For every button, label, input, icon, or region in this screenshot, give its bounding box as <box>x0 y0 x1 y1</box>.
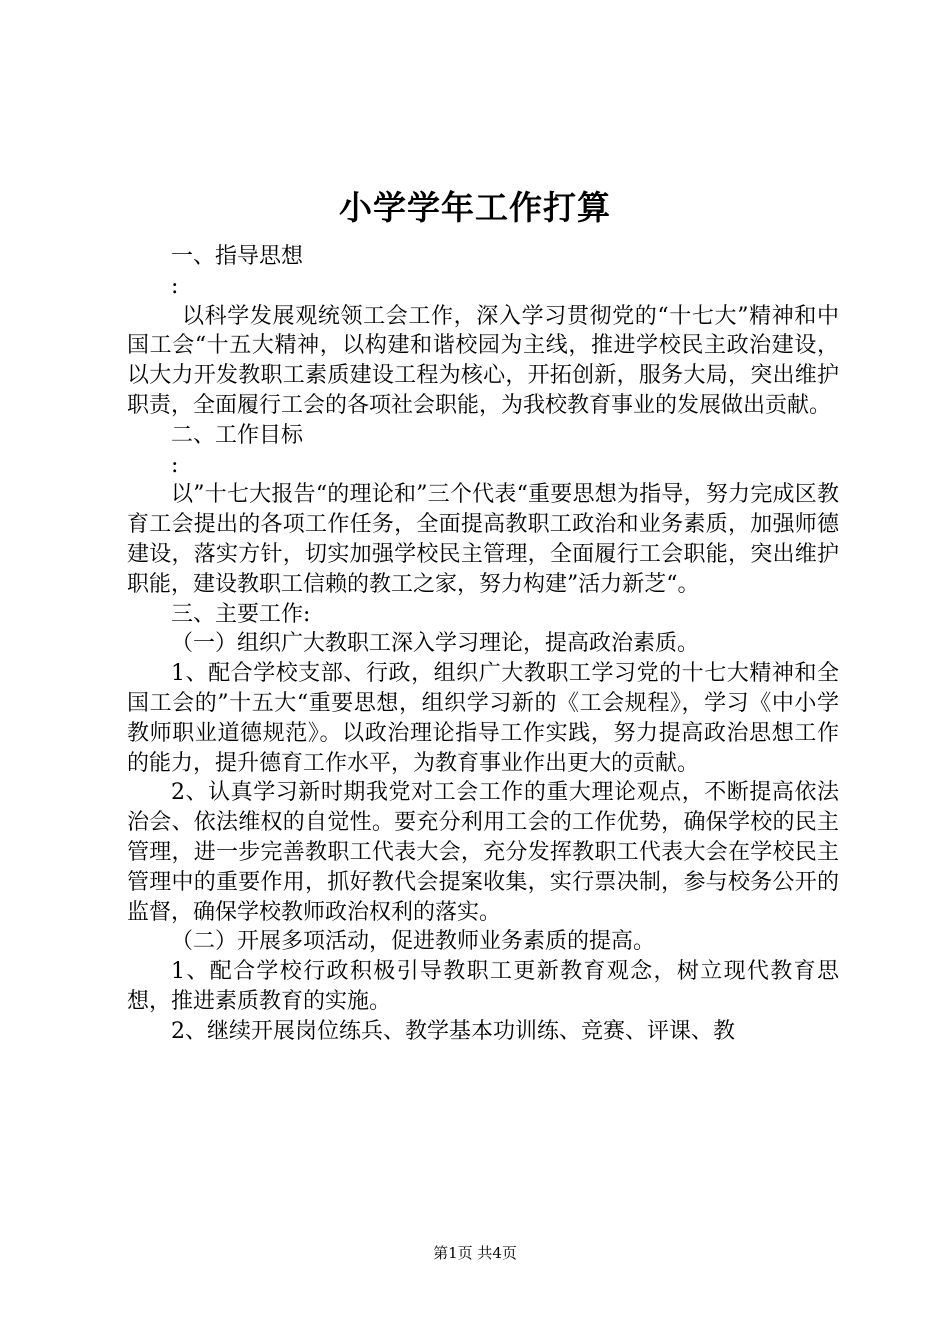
section-heading-main-work: 三、主要工作: <box>171 601 311 627</box>
subsection-heading-2: （二）开展多项活动，促进教师业务素质的提高。 <box>171 929 656 955</box>
paragraph-item-1-1: 1、配合学校支部、行政，组织广大教职工学习党的十七大精神和全国工会的”十五大“重要思想，组织学习新的《工会规程》，学习《中小学教师职业道德规范》。以政治理论指导工作实践，努力提高政治思想工作的能力，提升德育工作水平，为教育事业作出更大的贡献。 <box>127 661 839 776</box>
paragraph-item-2-2: 2、继续开展岗位练兵、教学基本功训练、竞赛、评课、教 <box>171 1018 735 1044</box>
paragraph-guiding-ideology: 以科学发展观统领工会工作，深入学习贯彻党的“十七大”精神和中国工会“十五大精神，以构建和谐校园为主线，推进学校民主政治建设，以大力开发教职工素质建设工程为核心，开拓创新，服务大局，突出维护职责，全面履行工会的各项社会职能，为我校教育事业的发展做出贡献。 <box>127 303 839 418</box>
colon-line: : <box>171 273 179 299</box>
document-body <box>127 242 839 1047</box>
paragraph-item-1-2: 2、认真学习新时期我党对工会工作的重大理论观点，不断提高依法治会、依法维权的自觉性。要充分利用工会的工作优势，确保学校的民主管理，进一步完善教职工代表大会，充分发挥教职工代表大会在学校民主管理中的重要作用，抓好教代会提案收集，实行票决制，参与校务公开的监督，确保学校教师政治权利的落实。 <box>127 780 839 925</box>
colon-line: : <box>171 452 179 478</box>
page-footer: 第1页 共4页 <box>433 1244 517 1262</box>
subsection-heading-1: （一）组织广大教职工深入学习理论，提高政治素质。 <box>171 631 700 657</box>
paragraph-item-2-1: 1、配合学校行政积极引导教职工更新教育观念，树立现代教育思想，推进素质教育的实施。 <box>127 959 839 1014</box>
section-heading-guiding-ideology: 一、指导思想 <box>171 244 304 269</box>
section-heading-work-goals: 二、工作目标 <box>171 422 304 448</box>
paragraph-work-goals: 以”十七大报告“的理论和”三个代表“重要思想为指导，努力完成区教育工会提出的各项工作任务，全面提高教职工政治和业务素质，加强师德建设，落实方针，切实加强学校民主管理，全面履行工会职能，突出维护职能，建设教职工信赖的教工之家，努力构建”活力新芝“。 <box>127 482 839 597</box>
document-title: 小学学年工作打算 <box>339 188 611 227</box>
